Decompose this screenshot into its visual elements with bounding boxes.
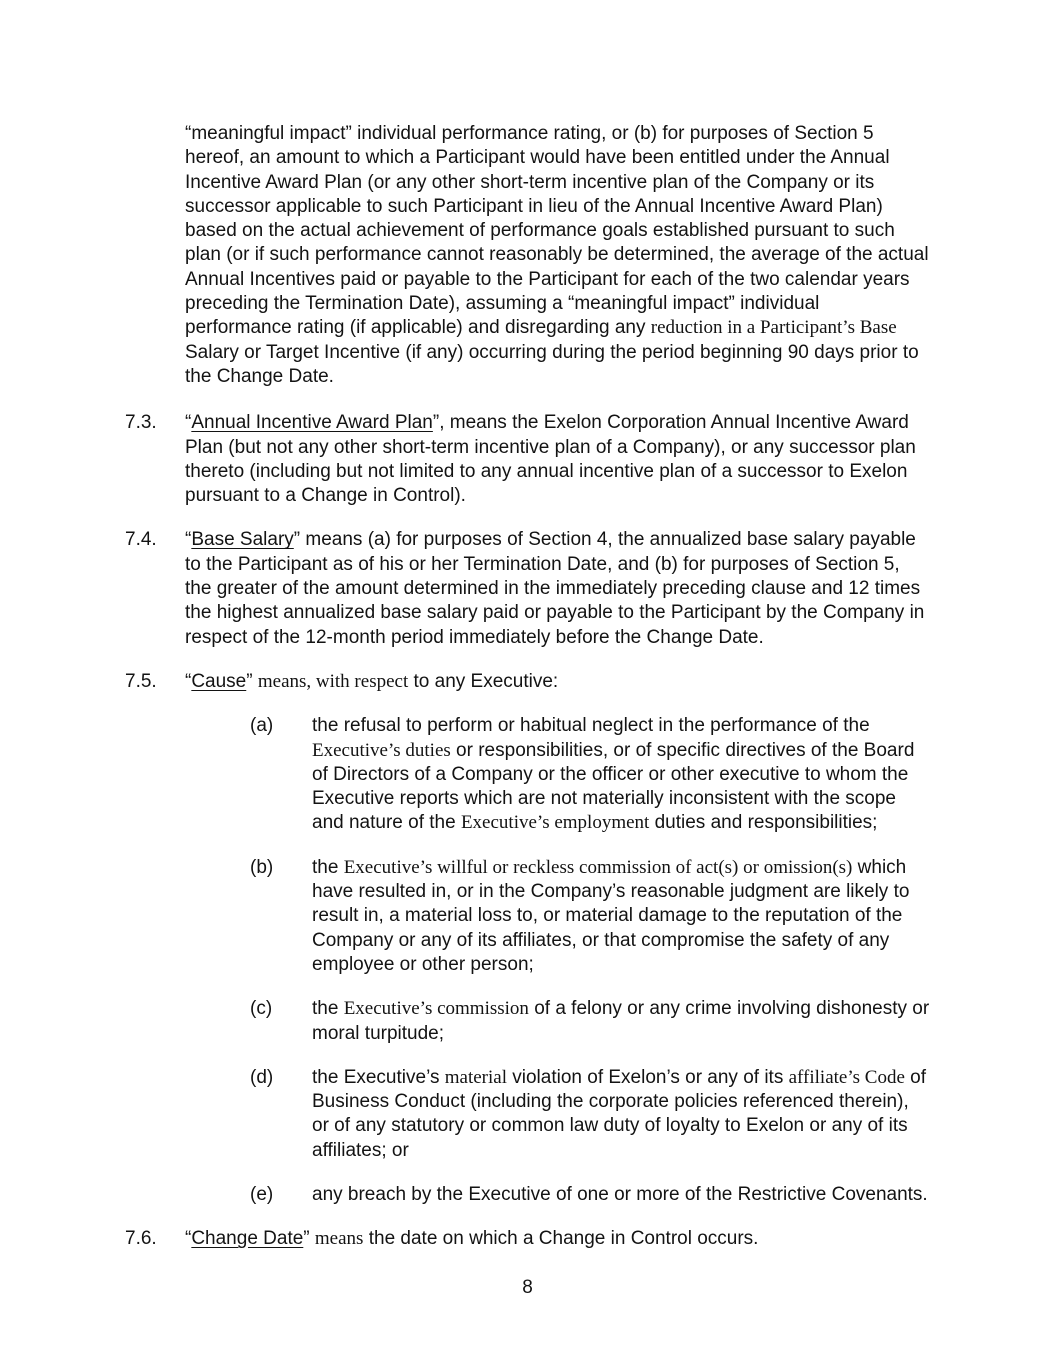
- clause-c-text: the Executive’s commission of a felony or any crime involving dishonesty or moral turpitude;: [312, 998, 930, 1044]
- section-7-6: [125, 1227, 930, 1251]
- clause-a-text: the refusal to perform or habitual neglect in the performance of the Executive’s duties or responsibilities, or of specific directives of the Board of Directors of a Company or the officer or other executive to whom the Executive reports which are not materially inconsistent with the scope and nature of the Executive’s employment duties and responsibilities;: [312, 715, 915, 834]
- section-text-cause: “Cause” means, with respect to any Executive:: [185, 670, 559, 692]
- clause-letter: (e): [250, 1183, 274, 1205]
- clause-a: [250, 714, 930, 835]
- section-number: 7.3.: [125, 412, 157, 434]
- section-number: 7.6.: [125, 1228, 157, 1250]
- page-number: 8: [522, 1277, 533, 1298]
- clause-d: [250, 1066, 930, 1163]
- section-text-base-salary: “Base Salary” means (a) for purposes of Section 4, the annualized base salary payable to the Participant as of his or her Termination Date, and (b) for purposes of Section 5, the greater of the amount determined in the immediately preceding clause and 12 times the highest annualized base salary paid or payable to the Participant by the Company in respect of the 12-month period immediately before the Change Date.: [185, 529, 925, 648]
- continuation-paragraph: “meaningful impact” individual performance rating, or (b) for purposes of Section 5 hereof, an amount to which a Participant would have been entitled under the Annual Incentive Award Plan (or any other short-term incentive plan of the Company or its successor applicable to such Participant in lieu of the Annual Incentive Award Plan) based on the actual achievement of performance goals established pursuant to such plan (or if such performance cannot reasonably be determined, the average of the actual Annual Incentives paid or payable to the Participant for each of the two calendar years preceding the Termination Date), assuming a “meaningful impact” individual performance rating (if applicable) and disregarding any reduction in a Participant’s Base Salary or Target Incentive (if any) occurring during the period beginning 90 days prior to the Change Date.: [185, 123, 929, 387]
- clause-b: [250, 856, 930, 977]
- clause-letter: (c): [250, 998, 273, 1020]
- section-number: 7.4.: [125, 529, 157, 551]
- section-text-annual-incentive-award-plan: “Annual Incentive Award Plan”, means the Exelon Corporation Annual Incentive Award Plan (but not any other short-term incentive plan of a Company), or any successor plan thereto (including but not limited to any annual incentive plan of a successor to Exelon pursuant to a Change in Control).: [185, 412, 916, 507]
- clause-letter: (b): [250, 856, 274, 878]
- document-body: [125, 122, 930, 1272]
- section-7-4: [125, 528, 930, 649]
- clause-e: [250, 1183, 930, 1207]
- section-text-change-date: “Change Date” means the date on which a Change in Control occurs.: [185, 1228, 759, 1250]
- clause-letter: (a): [250, 715, 274, 737]
- clause-d-text: the Executive’s material violation of Exelon’s or any of its affiliate’s Code of Business Conduct (including the corporate policies referenced therein), or of any statutory or common law duty of loyalty to Exelon or any of its affiliates; or: [312, 1066, 927, 1161]
- clause-b-text: the Executive’s willful or reckless commission of act(s) or omission(s) which have resulted in, or in the Company’s reasonable judgment are likely to result in, a material loss to, or material damage to the reputation of the Company or any of its affiliates, or that compromise the safety of any employee or other person;: [312, 856, 910, 975]
- section-7-3: [125, 411, 930, 508]
- clause-c: [250, 997, 930, 1046]
- section-7-5: [125, 670, 930, 694]
- clause-e-text: any breach by the Executive of one or more of the Restrictive Covenants.: [312, 1183, 928, 1205]
- clause-letter: (d): [250, 1066, 274, 1088]
- section-number: 7.5.: [125, 670, 157, 692]
